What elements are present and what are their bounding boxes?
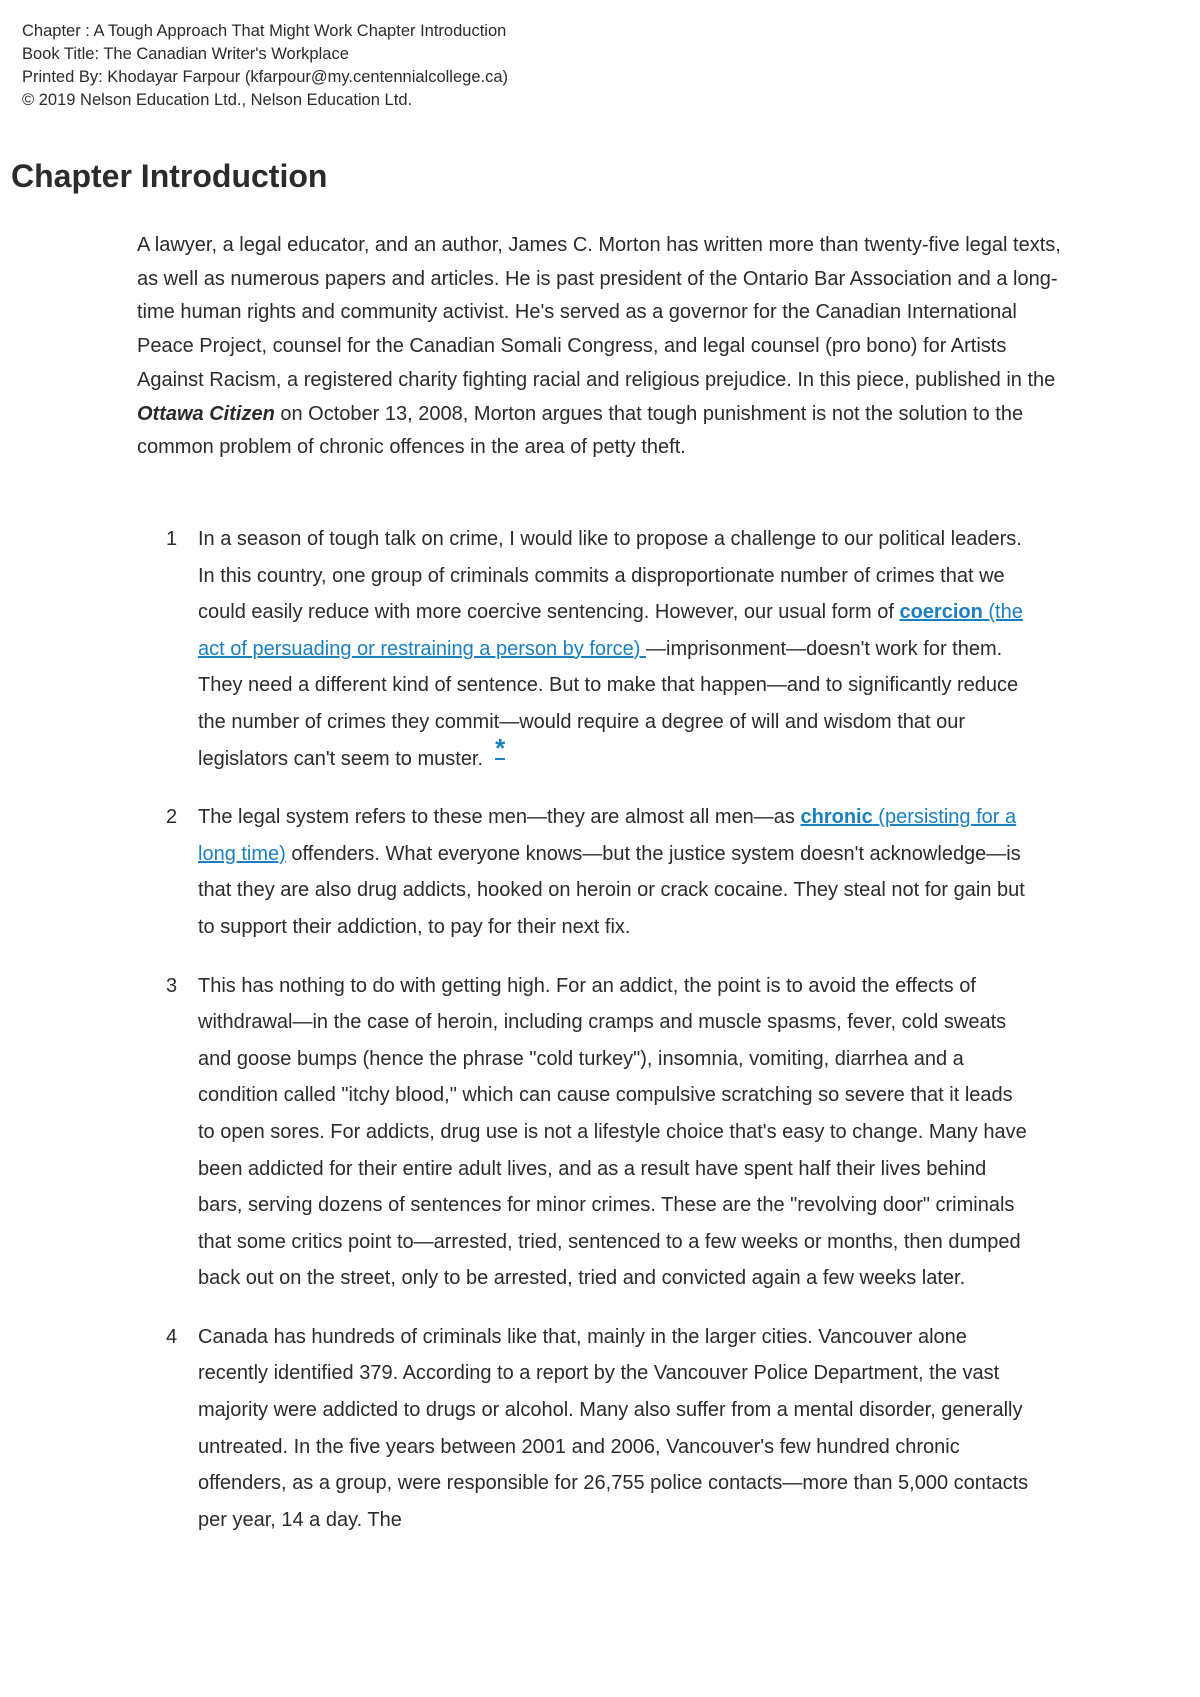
chapter-title: Chapter Introduction <box>11 158 328 194</box>
header-book-title-line: Book Title: The Canadian Writer's Workplace <box>22 45 349 63</box>
paragraph-text-after: —imprisonment—doesn't work for them. They need a different kind of sentence. But to make that happen—and to significantly reduce the number of crimes they commit—would require a degree of will and wisdom that our legislators can't seem to muster. <box>198 637 1019 770</box>
paragraph-text-before: The legal system refers to these men—they are almost all men—as <box>198 806 795 829</box>
paragraph-number: 4 <box>166 1325 178 1348</box>
paragraph-text <box>198 799 1033 945</box>
paragraph-4 <box>166 1319 1046 1539</box>
header-chapter-line: Chapter : A Tough Approach That Might Work Chapter Introduction <box>22 22 507 40</box>
paragraph-text-before: In a season of tough talk on crime, I would like to propose a challenge to our political leaders. In this country, one group of criminals commits a disproportionate number of crimes that we could easily reduce with more coercive sentencing. However, our usual form of <box>198 528 1022 624</box>
publication-name: Ottawa Citizen <box>137 402 275 425</box>
intro-text-after: on October 13, 2008, Morton argues that tough punishment is not the solution to the common problem of chronic offences in the area of petty theft. <box>137 402 1024 459</box>
paragraph-text-after: offenders. What everyone knows—but the justice system doesn't acknowledge—is that they are also drug addicts, hooked on heroin or crack cocaine. They steal not for gain but to support their addiction, to pay for their next fix. <box>198 842 1025 938</box>
paragraph-number: 2 <box>166 806 178 829</box>
glossary-definition: (persisting for a long time) <box>198 806 1017 865</box>
intro-text-before: A lawyer, a legal educator, and an author, James C. Morton has written more than twenty-five legal texts, as well as numerous papers and articles. He is past president of the Ontario Bar Association and a long-time human rights and community activist. He's served as a governor for the Canadian International Peace Project, counsel for the Canadian Somali Congress, and legal counsel (pro bono) for Artists Against Racism, a registered charity fighting racial and religious prejudice. In this piece, published in the <box>137 234 1061 391</box>
glossary-term: chronic <box>800 806 873 829</box>
paragraph-1 <box>166 521 1046 777</box>
paragraph-number: 3 <box>166 974 178 997</box>
paragraph-text: This has nothing to do with getting high. For an addict, the point is to avoid the effects of withdrawal—in the case of heroin, including cramps and muscle spasms, fever, cold sweats and goose bumps (hence the phrase "cold turkey"), insomnia, vomiting, diarrhea and a condition called "itchy blood," which can cause compulsive scratching so severe that it leads to open sores. For addicts, drug use is not a lifestyle choice that's easy to change. Many have been addicted for their entire adult lives, and as a result have spent half their lives behind bars, serving dozens of sentences for minor crimes. These are the "revolving door" criminals that some critics point to—arrested, tried, sentenced to a few weeks or months, then dumped back out on the street, only to be arrested, tried and convicted again a few weeks later. <box>198 974 1027 1290</box>
paragraph-3 <box>166 968 1046 1297</box>
glossary-definition: (the act of persuading or restraining a person by force) <box>198 601 1023 660</box>
numbered-paragraphs <box>166 521 1046 1560</box>
paragraph-2 <box>166 799 1046 945</box>
paragraph-number: 1 <box>166 528 178 550</box>
chapter-intro-paragraph <box>137 229 1077 465</box>
paragraph-text: Canada has hundreds of criminals like that, mainly in the larger cities. Vancouver alone recently identified 379. According to a report by the Vancouver Police Department, the vast majority were addicted to drugs or alcohol. Many also suffer from a mental disorder, generally untreated. In the five years between 2001 and 2006, Vancouver's few hundred chronic offenders, as a group, were responsible for 26,755 police contacts—more than 5,000 contacts per year, 14 a day. The <box>198 1325 1029 1531</box>
header-printed-by-line: Printed By: Khodayar Farpour (kfarpour@my.centennialcollege.ca) <box>22 68 509 86</box>
glossary-term: coercion <box>899 601 983 624</box>
print-header <box>22 20 508 112</box>
header-copyright-line: © 2019 Nelson Education Ltd., Nelson Education Ltd. <box>22 91 413 109</box>
paragraph-text <box>198 521 1033 777</box>
asterisk-note-icon[interactable]: * <box>495 732 506 763</box>
